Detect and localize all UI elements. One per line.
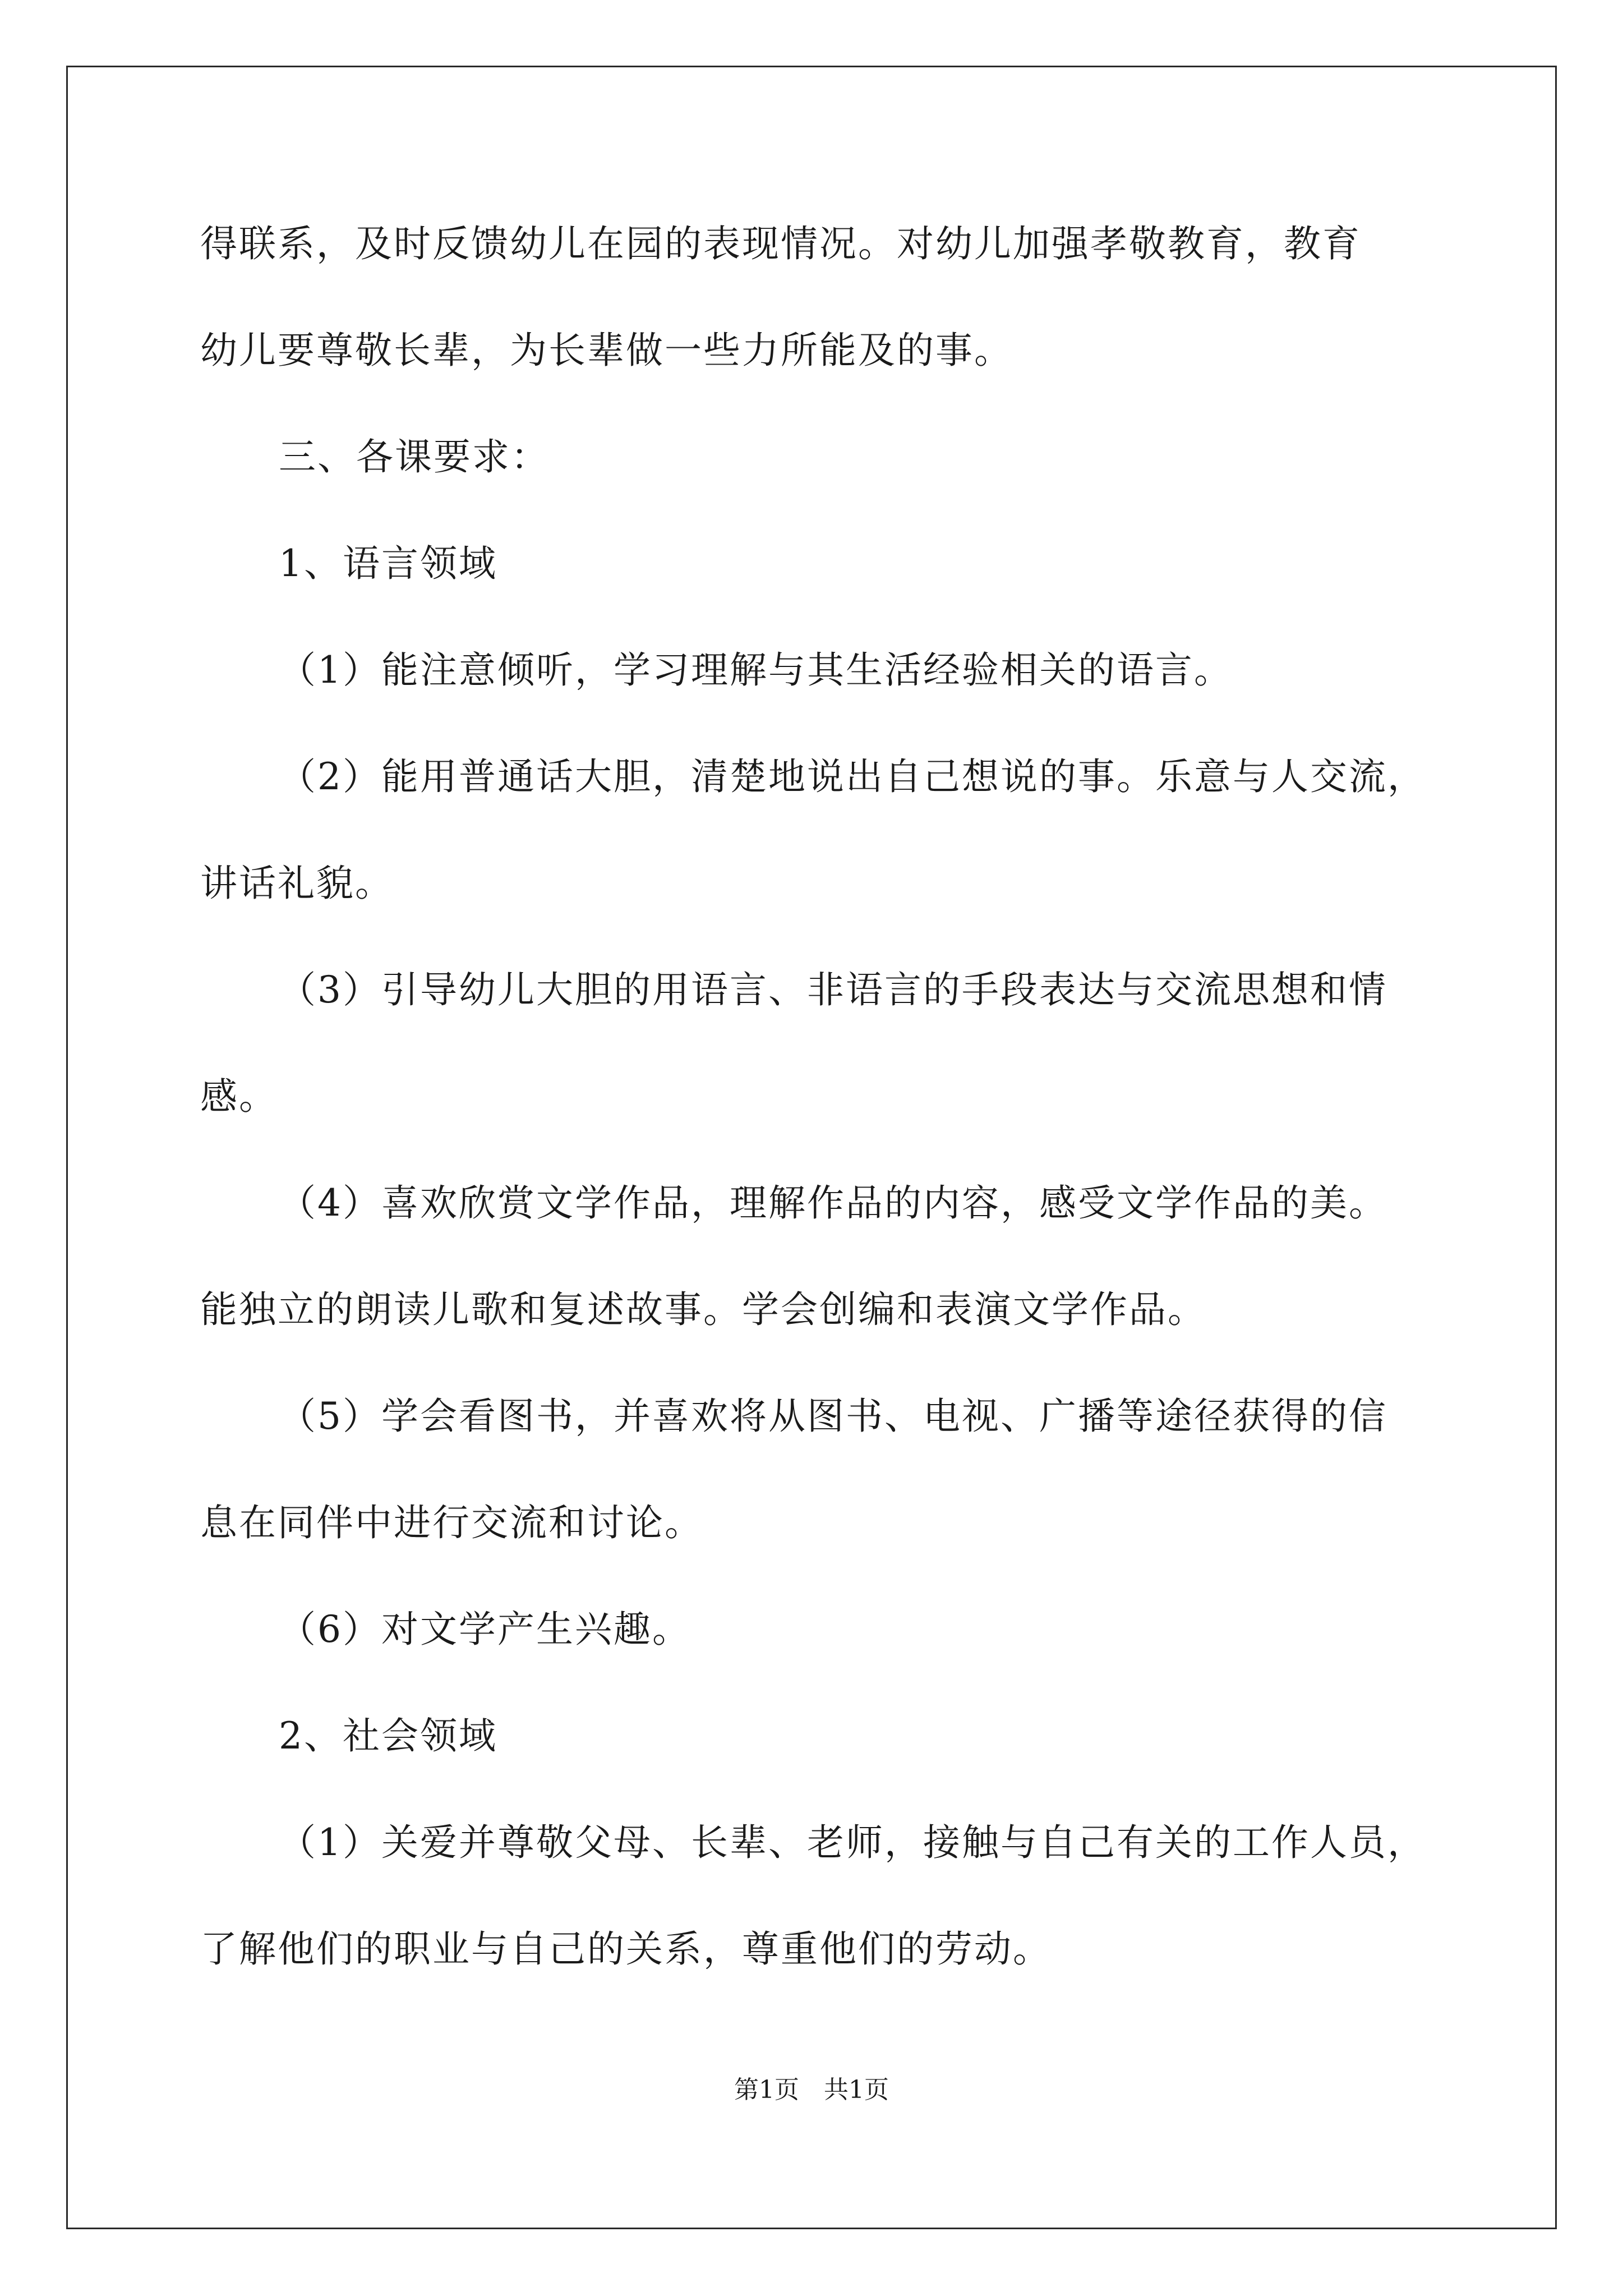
text-line: 讲话礼貌。 [200,862,394,905]
page-border [66,66,1557,2229]
subsection-heading: 2、社会领域 [279,1714,497,1757]
text-line: 息在同伴中进行交流和讨论。 [200,1501,703,1544]
text-line: （1）能注意倾听，学习理解与其生活经验相关的语言。 [279,648,1233,692]
text-line: 能独立的朗读儿歌和复述故事。学会创编和表演文学作品。 [200,1288,1206,1331]
text-line: 幼儿要尊敬长辈，为长辈做一些力所能及的事。 [200,329,1013,372]
text-line: （6）对文学产生兴趣。 [279,1608,691,1651]
text-line: （2）能用普通话大胆，清楚地说出自己想说的事。乐意与人交流， [279,755,1426,798]
text-line: （4）喜欢欣赏文学作品，理解作品的内容，感受文学作品的美。 [279,1181,1387,1225]
section-heading: 三、各课要求： [279,435,550,478]
text-line: （3）引导幼儿大胆的用语言、非语言的手段表达与交流思想和情 [279,968,1387,1011]
text-line: （5）学会看图书，并喜欢将从图书、电视、广播等途径获得的信 [279,1395,1387,1438]
text-line: 感。 [200,1075,278,1118]
text-line: （1）关爱并尊敬父母、长辈、老师，接触与自己有关的工作人员， [279,1821,1426,1864]
subsection-heading: 1、语言领域 [279,542,497,585]
text-line: 了解他们的职业与自己的关系，尊重他们的劳动。 [200,1927,1052,1971]
page-footer: 第1页 共1页 [734,2076,889,2104]
text-line: 得联系，及时反馈幼儿在园的表现情况。对幼儿加强孝敬教育，教育 [200,222,1361,265]
